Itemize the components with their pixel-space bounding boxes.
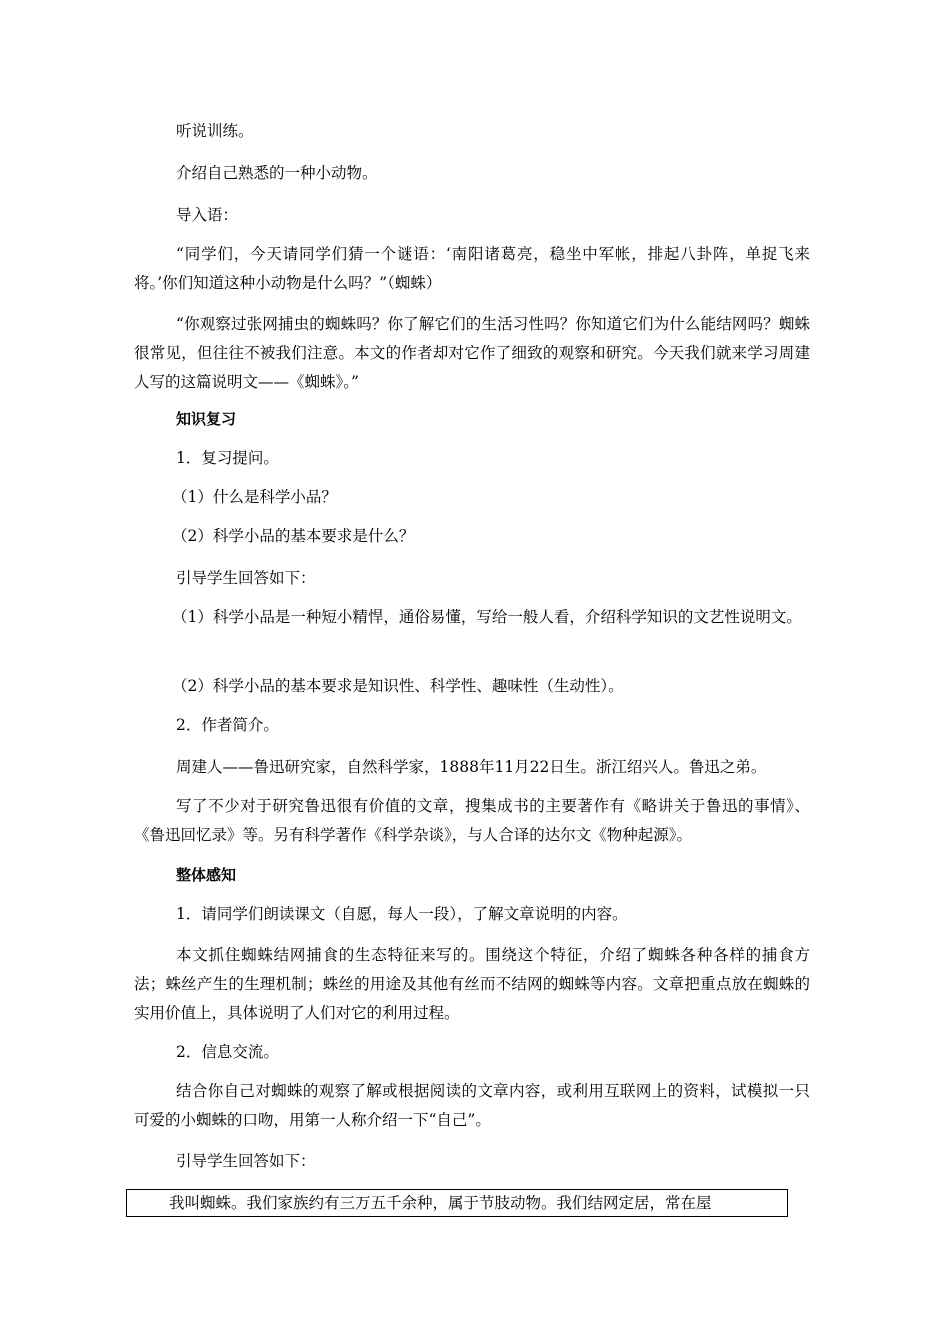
paragraph: （1）什么是科学小品？ — [172, 488, 337, 506]
paragraph: 2．作者简介。 — [176, 716, 279, 734]
paragraph: “你观察过张网捕虫的蜘蛛吗？你了解它们的生活习性吗？你知道它们为什么能结网吗？蜘蛛很常见，但往往不被我们注意。本文的作者却对它作了细致的观察和研究。今天我们就来学习周建人写的这篇说明文——《蜘蛛》。” — [134, 315, 810, 391]
paragraph: 写了不少对于研究鲁迅很有价值的文章，搜集成书的主要著作有《略讲关于鲁迅的事情》、《鲁迅回忆录》等。另有科学著作《科学杂谈》，与人合译的达尔文《物种起源》。 — [134, 797, 810, 844]
paragraph: 1．复习提问。 — [176, 449, 279, 467]
section-heading: 整体感知 — [176, 866, 237, 884]
paragraph: 2．信息交流。 — [176, 1043, 279, 1061]
paragraph: 1．请同学们朗读课文（自愿，每人一段），了解文章说明的内容。 — [176, 905, 628, 923]
paragraph: 引导学生回答如下： — [176, 1152, 316, 1170]
paragraph: 听说训练。 — [176, 122, 254, 140]
paragraph: （1）科学小品是一种短小精悍，通俗易懂，写给一般人看，介绍科学知识的文艺性说明文。 — [172, 608, 802, 626]
paragraph: 介绍自己熟悉的一种小动物。 — [176, 164, 378, 182]
section-heading: 知识复习 — [176, 410, 237, 428]
paragraph: 导入语： — [176, 206, 239, 224]
paragraph: 引导学生回答如下： — [176, 569, 316, 587]
paragraph: 周建人——鲁迅研究家，自然科学家，1888年11月22日生。浙江绍兴人。鲁迅之弟。 — [176, 758, 767, 776]
answer-box-text: 我叫蜘蛛。我们家族约有三万五千余种，属于节肢动物。我们结网定居，常在屋 — [169, 1194, 712, 1212]
paragraph: （2）科学小品的基本要求是什么？ — [172, 527, 415, 545]
paragraph: “同学们，今天请同学们猜一个谜语：‘南阳诸葛亮，稳坐中军帐，排起八卦阵，单捉飞来将。’你们知道这种小动物是什么吗？”（蜘蛛） — [134, 245, 810, 292]
paragraph: （2）科学小品的基本要求是知识性、科学性、趣味性（生动性）。 — [172, 677, 624, 695]
paragraph: 结合你自己对蜘蛛的观察了解或根据阅读的文章内容，或利用互联网上的资料，试模拟一只可爱的小蜘蛛的口吻，用第一人称介绍一下“自己”。 — [134, 1082, 810, 1129]
paragraph: 本文抓住蜘蛛结网捕食的生态特征来写的。围绕这个特征，介绍了蜘蛛各种各样的捕食方法；蛛丝产生的生理机制；蛛丝的用途及其他有丝而不结网的蜘蛛等内容。文章把重点放在蜘蛛的实用价值上，具体说明了人们对它的利用过程。 — [134, 946, 810, 1022]
answer-box — [126, 1189, 788, 1217]
